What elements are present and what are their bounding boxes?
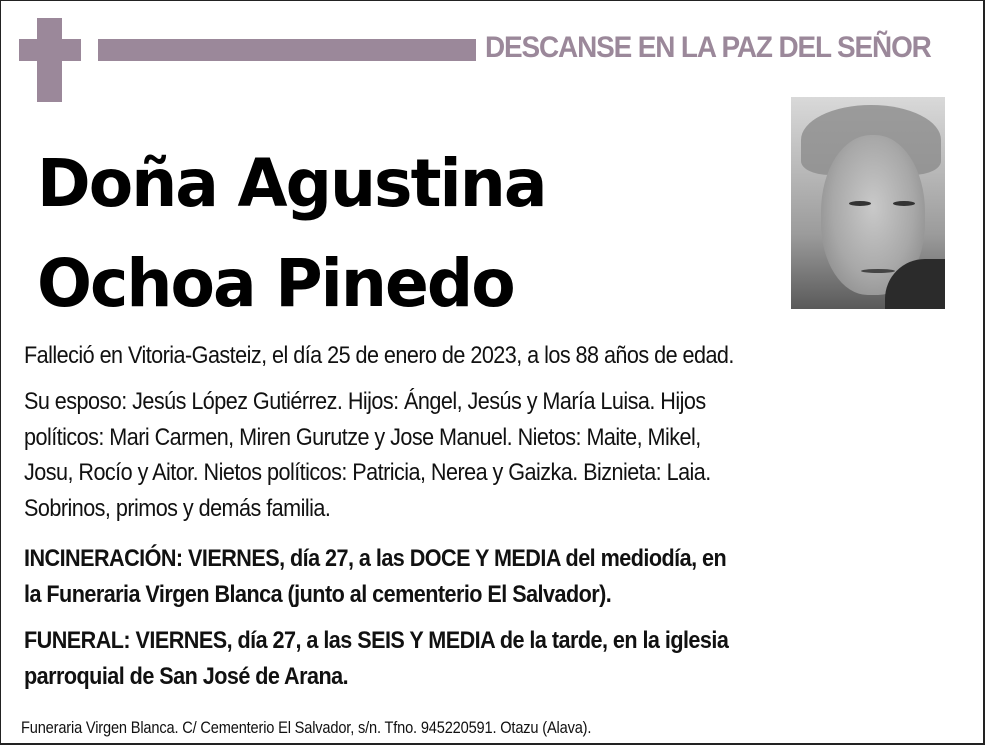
cross-horizontal-bar [19,39,81,61]
portrait-photo [791,97,945,309]
header-rule [98,39,476,61]
photo-eye-right [893,201,915,206]
photo-mouth [861,269,895,273]
name-line-1: Doña Agustina [37,145,546,222]
name-line-2: Ochoa Pinedo [37,245,514,322]
death-notice: Falleció en Vitoria-Gasteiz, el día 25 de enero de 2023, a los 88 años de edad. [24,342,734,369]
cremation-line: INCINERACIÓN: VIERNES, día 27, a las DOCE Y MEDIA del mediodía, en [24,545,727,572]
header-title: DESCANSE EN LA PAZ DEL SEÑOR [485,31,931,64]
funeral-line: FUNERAL: VIERNES, día 27, a las SEIS Y MEDIA de la tarde, en la iglesia [24,627,729,654]
family-line: Su esposo: Jesús López Gutiérrez. Hijos: Ángel, Jesús y María Luisa. Hijos [24,388,706,415]
funeral-line: parroquial de San José de Arana. [24,662,349,690]
cremation-line: la Funeraria Virgen Blanca (junto al cementerio El Salvador). [24,580,612,608]
photo-eye-left [849,201,871,206]
funeral-info [24,623,888,694]
family-line: Josu, Rocío y Aitor. Nietos políticos: Patricia, Nerea y Gaizka. Biznieta: Laia. [24,459,711,486]
family-line: políticos: Mari Carmen, Miren Gurutze y Jose Manuel. Nietos: Maite, Mikel, [24,423,701,451]
family-line: Sobrinos, primos y demás familia. [24,494,331,522]
deceased-name [37,134,546,334]
funeral-home-footer: Funeraria Virgen Blanca. C/ Cementerio El Salvador, s/n. Tfno. 945220591. Otazu (Alava). [21,718,592,737]
family-list [24,384,888,526]
cremation-info [24,541,888,612]
